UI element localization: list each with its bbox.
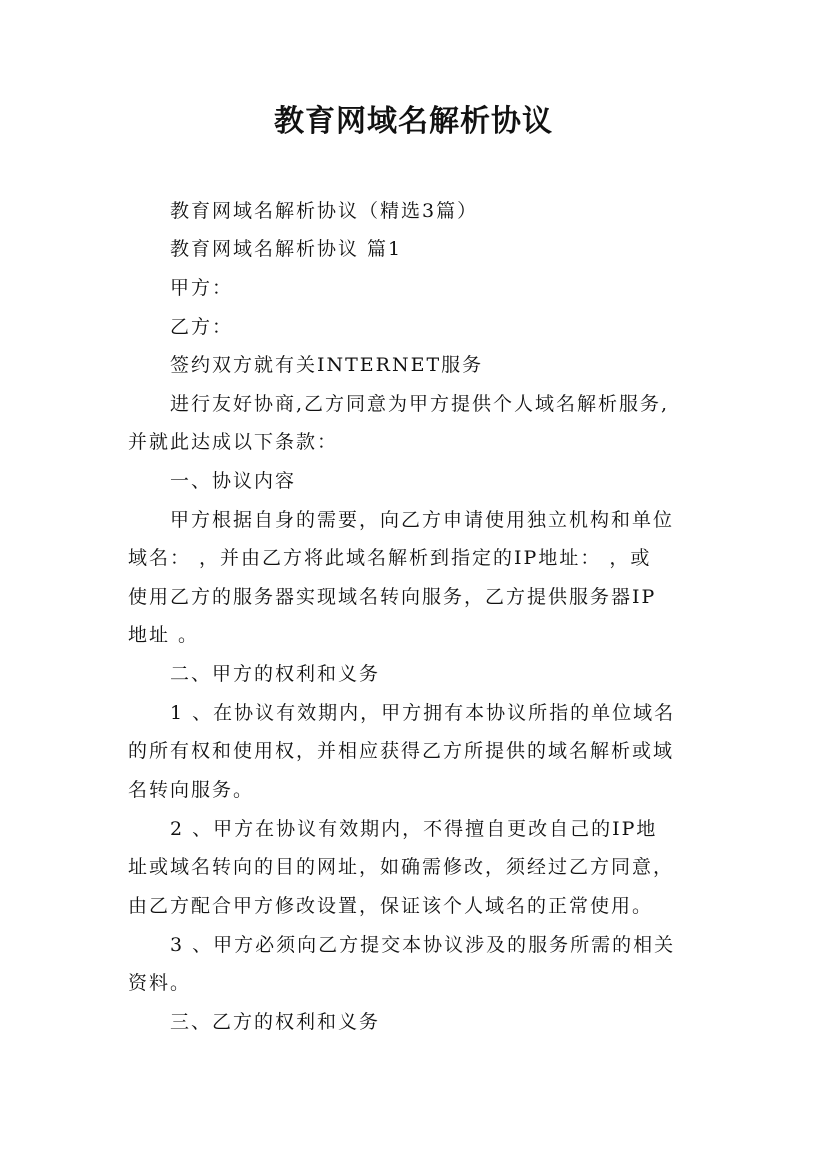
clause-heading-line: 一、协议内容 [170, 470, 297, 492]
clause-heading-line: 三、乙方的权利和义务 [170, 1011, 381, 1033]
paragraph-line: 甲方根据自身的需要，向乙方申请使用独立机构和单位 [170, 509, 675, 531]
paragraph-line: 地址 。 [128, 624, 200, 646]
subtitle-line: 教育网域名解析协议（精选3篇） [170, 200, 479, 222]
paragraph-line: 进行友好协商,乙方同意为甲方提供个人域名解析服务, [170, 393, 670, 415]
paragraph-line: 并就此达成以下条款： [128, 431, 339, 453]
paragraph-line: 址或域名转向的目的网址，如确需修改，须经过乙方同意， [128, 856, 675, 878]
paragraph-line: 资料。 [128, 972, 192, 994]
paragraph-line: 1 、在协议有效期内，甲方拥有本协议所指的单位域名 [170, 702, 676, 724]
document-title: 教育网域名解析协议 [274, 104, 553, 139]
paragraph-line: 2 、甲方在协议有效期内，不得擅自更改自己的IP地 [170, 818, 658, 840]
clause-heading-line: 二、甲方的权利和义务 [170, 663, 381, 685]
paragraph-line: 的所有权和使用权，并相应获得乙方所提供的域名解析或域 [128, 740, 675, 762]
paragraph-line: 使用乙方的服务器实现域名转向服务，乙方提供服务器IP [128, 586, 657, 608]
party-b-line: 乙方： [170, 316, 234, 338]
paragraph-line: 3 、甲方必须向乙方提交本协议涉及的服务所需的相关 [170, 934, 676, 956]
paragraph-line: 名转向服务。 [128, 779, 255, 801]
section-heading-line: 教育网域名解析协议 篇1 [170, 238, 403, 260]
paragraph-line: 签约双方就有关INTERNET服务 [170, 354, 484, 376]
paragraph-line: 域名： ，并由乙方将此域名解析到指定的IP地址： ，或 [128, 547, 652, 569]
paragraph-line: 由乙方配合甲方修改设置，保证该个人域名的正常使用。 [128, 895, 654, 917]
party-a-line: 甲方： [170, 277, 234, 299]
